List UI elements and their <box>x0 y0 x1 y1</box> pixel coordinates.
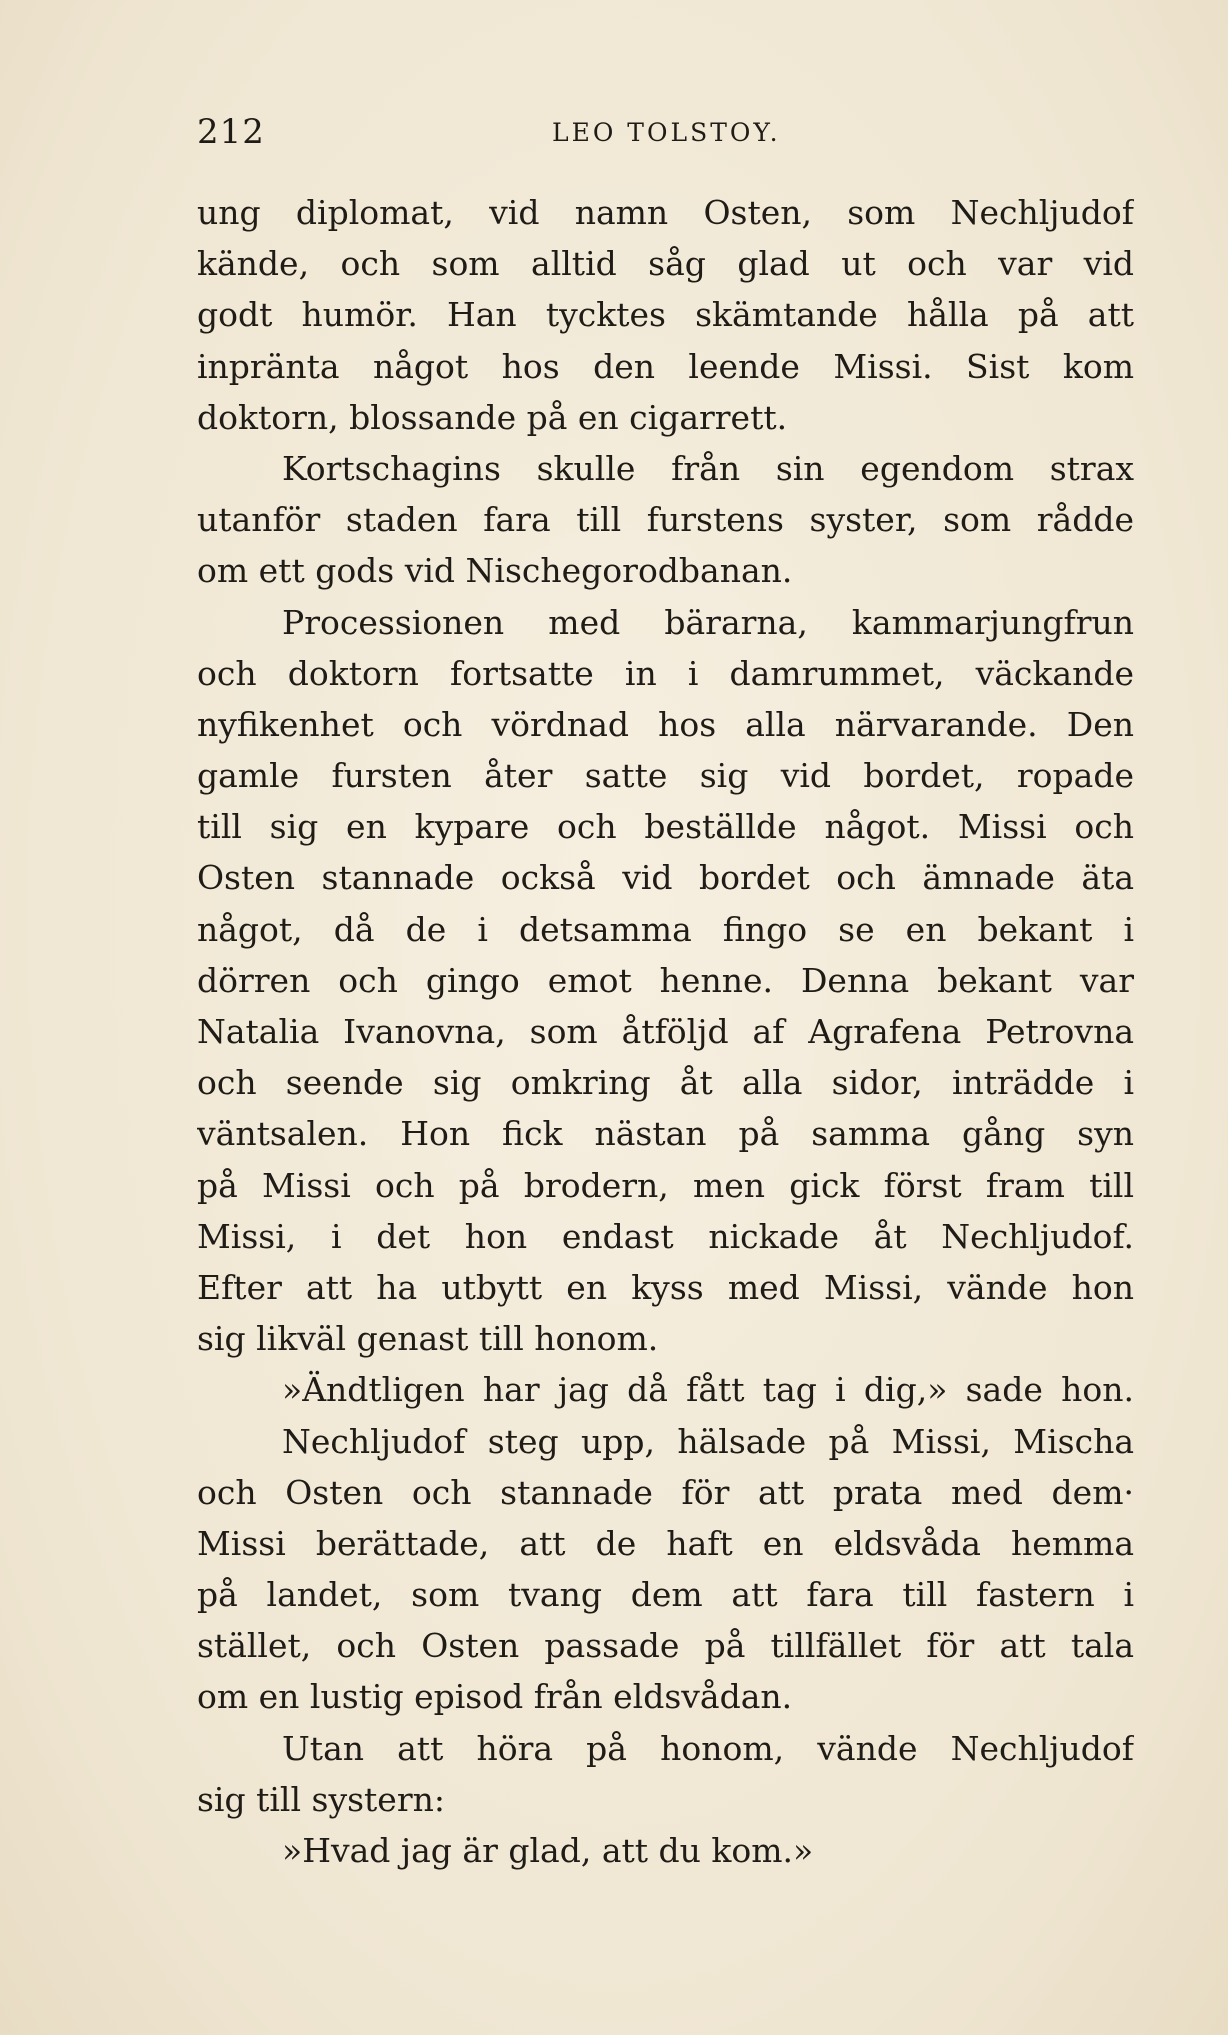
text-line: Processionen med bärarna, kammarjungfrun <box>282 602 1134 642</box>
text-line: stället, och Osten passade på tillfället för att tala <box>197 1626 1134 1666</box>
text-line: väntsalen. Hon fick nästan på samma gång syn <box>197 1114 1134 1154</box>
text-line: och seende sig omkring åt alla sidor, inträdde i <box>197 1063 1134 1103</box>
text-line: Efter att ha utbytt en kyss med Missi, vände hon <box>197 1267 1134 1307</box>
text-line: nyfikenhet och vördnad hos alla närvarande. Den <box>197 704 1134 744</box>
page-number: 212 <box>197 112 265 152</box>
text-line: Natalia Ivanovna, som åtföljd af Agrafena Petrovna <box>197 1012 1134 1051</box>
body-text <box>197 187 1134 1876</box>
text-line: utanför staden fara till furstens syster, som rådde <box>197 500 1134 540</box>
text-line: godt humör. Han tycktes skämtande hålla på att <box>197 295 1134 335</box>
text-line: om en lustig episod från eldsvådan. <box>197 1677 793 1717</box>
text-line: på landet, som tvang dem att fara till fastern i <box>197 1575 1134 1615</box>
text-line: »Hvad jag är glad, att du kom.» <box>282 1831 814 1870</box>
text-line: »Ändtligen har jag då fått tag i dig,» sade hon. <box>282 1370 1134 1410</box>
text-line: gamle fursten åter satte sig vid bordet, ropade <box>197 756 1134 796</box>
running-title: LEO TOLSTOY. <box>552 118 781 147</box>
text-line: sig likväl genast till honom. <box>197 1319 659 1359</box>
text-line: sig till systern: <box>197 1779 445 1819</box>
text-line: och Osten och stannade för att prata med dem· <box>197 1472 1134 1512</box>
text-line: inpränta något hos den leende Missi. Sist kom <box>197 346 1134 386</box>
text-line: Osten stannade också vid bordet och ämnade äta <box>197 858 1134 898</box>
text-line: doktorn, blossande på en cigarrett. <box>197 397 788 437</box>
text-line: Utan att höra på honom, vände Nechljudof <box>282 1728 1134 1768</box>
text-line: kände, och som alltid såg glad ut och var vid <box>197 244 1134 284</box>
text-line: Missi, i det hon endast nickade åt Nechljudof. <box>197 1216 1134 1256</box>
text-line: och doktorn fortsatte in i damrummet, väckande <box>197 653 1134 693</box>
text-line: om ett gods vid Nischegorodbanan. <box>197 551 793 591</box>
text-line: Nechljudof steg upp, hälsade på Missi, Mischa <box>282 1421 1134 1461</box>
text-line: på Missi och på brodern, men gick först fram till <box>197 1165 1134 1205</box>
page-header <box>197 112 1137 162</box>
text-line: dörren och gingo emot henne. Denna bekant var <box>197 960 1134 1000</box>
text-line: till sig en kypare och beställde något. Missi och <box>197 807 1134 847</box>
text-line: ung diplomat, vid namn Osten, som Nechljudof <box>197 193 1134 232</box>
text-line: Missi berättade, att de haft en eldsvåda hemma <box>197 1523 1134 1563</box>
text-line: något, då de i detsamma fingo se en bekant i <box>197 909 1134 949</box>
text-line: Kortschagins skulle från sin egendom strax <box>282 448 1134 488</box>
